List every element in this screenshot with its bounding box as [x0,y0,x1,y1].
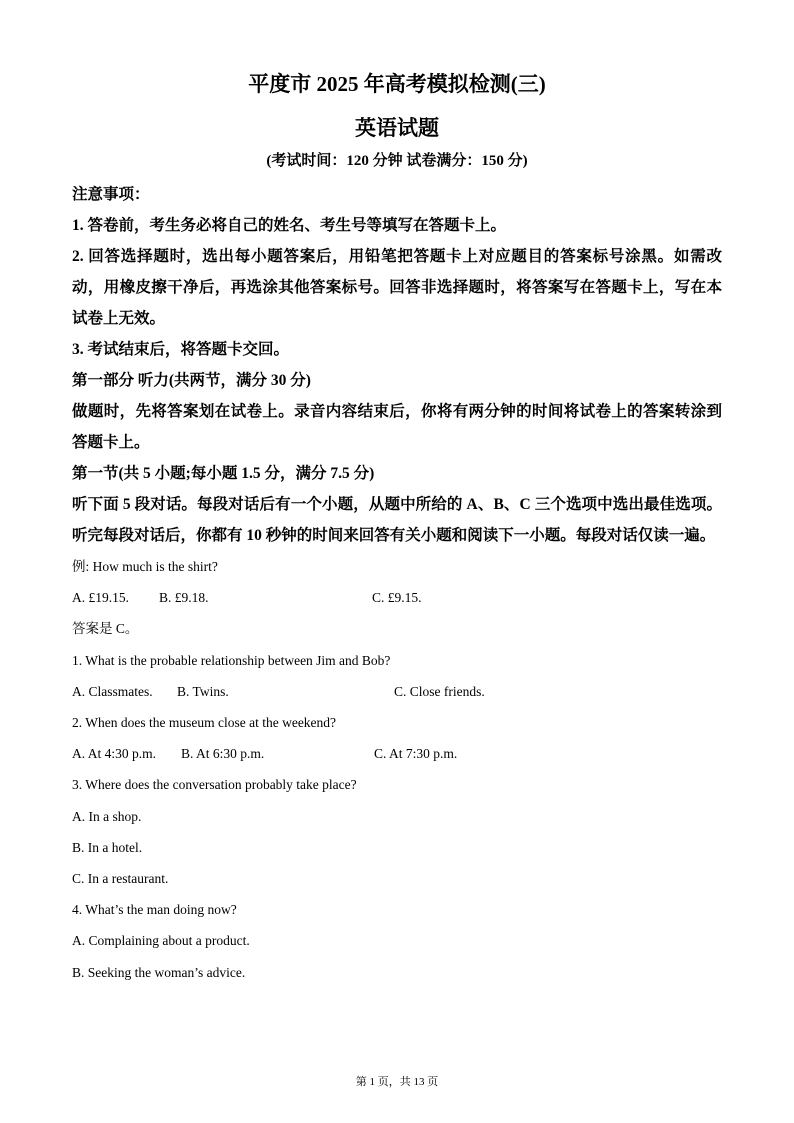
exam-content [72,179,722,988]
question-4-option-a: A. Complaining about a product. [72,933,250,949]
question-3-option-c: C. In a restaurant. [72,870,169,886]
question-3-option-b: B. In a hotel. [72,839,143,855]
question-3-option-a: A. In a shop. [72,808,142,824]
subject-title: 英语试题 [355,116,439,140]
section1-instruction: 听下面 5 段对话。每段对话后有一个小题，从题中所给的 A、B、C 三个选项中选出最佳选项。听完每段对话后，你都有 10 秒钟的时间来回答有关小题和阅读下一小题。每段对话仅读一遍。 [72,496,722,544]
note-item-2: 2. 回答选择题时，选出每小题答案后，用铅笔把答题卡上对应题目的答案标号涂黑。如需改动，用橡皮擦干净后，再选涂其他答案标号。回答非选择题时，将答案写在答题卡上，写在本试卷上无效。 [72,248,722,327]
example-option-b: B. £9.18. [159,590,209,606]
part1-instruction: 做题时，先将答案划在试卷上。录音内容结束后，你将有两分钟的时间将试卷上的答案转涂到答题卡上。 [72,403,722,451]
question-2-option-c: C. At 7:30 p.m. [374,746,458,762]
question-1-stem: 1. What is the probable relationship between Jim and Bob? [72,652,391,668]
question-1-options [72,676,722,707]
exam-title: 平度市 2025 年高考模拟检测(三) [248,72,546,96]
question-1-option-c: C. Close friends. [394,683,485,699]
question-2-option-a: A. At 4:30 p.m. [72,746,157,762]
question-4-option-b: B. Seeking the woman’s advice. [72,964,246,980]
example-answer: 答案是 C。 [72,621,139,637]
exam-time-info: (考试时间：120 分钟 试卷满分：150 分) [266,153,528,169]
question-2-option-b: B. At 6:30 p.m. [181,746,265,762]
note-item-1: 1. 答卷前，考生务必将自己的姓名、考生号等填写在答题卡上。 [72,217,507,234]
example-question: 例: How much is the shirt? [72,559,218,574]
question-4-stem: 4. What’s the man doing now? [72,902,237,918]
question-2-stem: 2. When does the museum close at the weekend? [72,714,337,730]
section1-heading: 第一节(共 5 小题;每小题 1.5 分，满分 7.5 分) [72,465,375,482]
example-options [72,582,722,613]
example-option-a: A. £19.15. [72,590,129,606]
notes-heading: 注意事项： [72,186,150,203]
example-option-c: C. £9.15. [372,590,422,606]
question-1-option-b: B. Twins. [177,683,229,699]
question-3-stem: 3. Where does the conversation probably take place? [72,777,357,793]
question-2-options [72,738,722,769]
part1-heading: 第一部分 听力(共两节，满分 30 分) [72,372,311,389]
question-1-option-a: A. Classmates. [72,683,153,699]
note-item-3: 3. 考试结束后，将答题卡交回。 [72,341,290,358]
page-footer: 第 1 页，共 13 页 [355,1076,439,1088]
